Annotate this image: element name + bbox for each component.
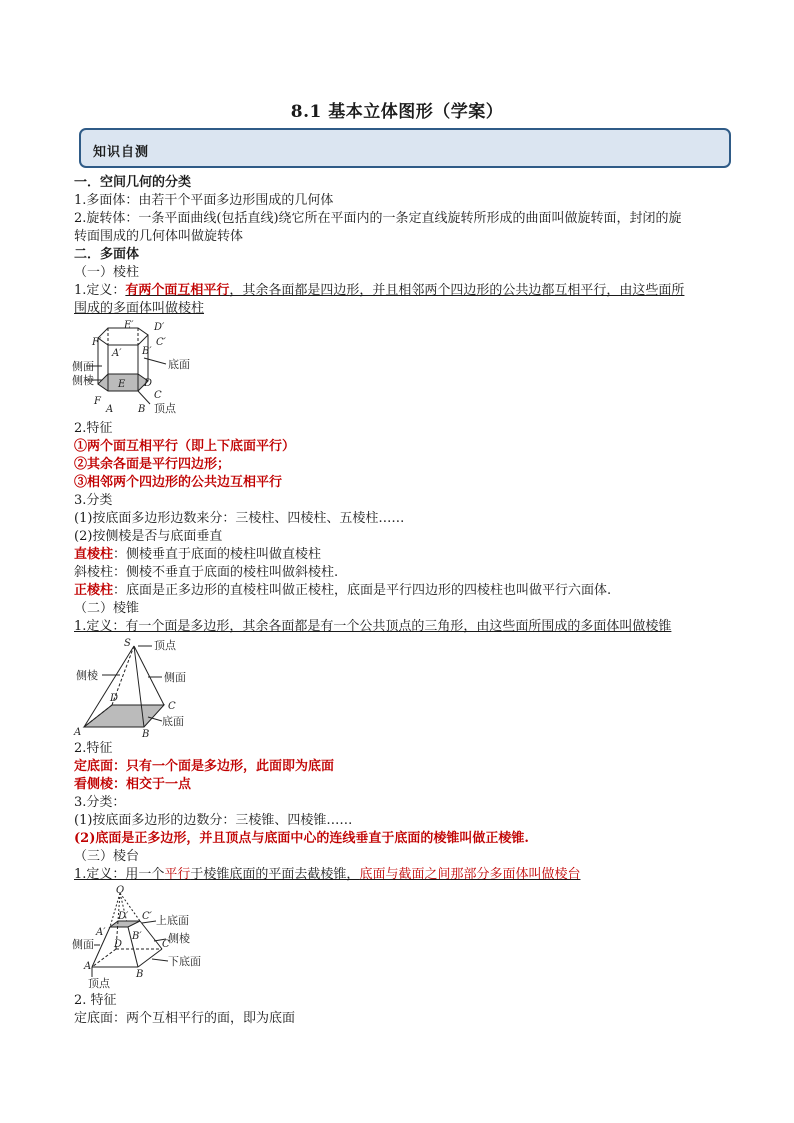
svg-text:下底面: 下底面	[168, 955, 201, 968]
svg-text:E: E	[118, 379, 126, 390]
svg-text:F: F	[94, 396, 101, 407]
prism-class-1: (1)按底面多边形边数来分：三棱柱、四棱柱、五棱柱……	[74, 511, 405, 526]
svg-text:C: C	[168, 701, 176, 712]
prism-classification-title: 3.分类	[74, 493, 113, 508]
svg-text:A′: A′	[96, 927, 106, 938]
svg-text:D′: D′	[118, 911, 129, 922]
prism-definition-line1: 1.定义：有两个面互相平行，其余各面都是四边形，并且相邻两个四边形的公共边都互相平行，由这些面所	[74, 283, 685, 298]
pyramid-features-title: 2.特征	[74, 741, 113, 756]
svg-text:顶点: 顶点	[154, 639, 176, 652]
prism-feature-3: ③相邻两个四边形的公共边互相平行	[74, 475, 283, 490]
svg-text:E′: E′	[124, 320, 134, 331]
svg-text:底面: 底面	[162, 715, 184, 728]
svg-text:侧棱: 侧棱	[72, 374, 94, 387]
svg-text:A′: A′	[112, 348, 122, 359]
pyramid-classification-title: 3.分类：	[74, 795, 126, 810]
svg-text:底面: 底面	[168, 358, 190, 371]
oblique-prism-definition: 斜棱柱：侧棱不垂直于底面的棱柱叫做斜棱柱.	[74, 565, 339, 580]
pyramid-figure	[72, 637, 202, 739]
svg-text:S: S	[124, 638, 131, 649]
subheading-frustum: （三）棱台	[74, 849, 140, 864]
svg-text:B: B	[138, 404, 146, 415]
svg-text:D: D	[114, 939, 123, 950]
prism-definition-line2: 围成的多面体叫做棱柱	[74, 301, 205, 316]
svg-text:侧棱: 侧棱	[168, 932, 190, 945]
frustum-features-title: 2. 特征	[74, 993, 117, 1008]
svg-text:侧面: 侧面	[72, 938, 94, 951]
heading-classification: 一．空间几何的分类	[74, 175, 192, 190]
svg-text:B′: B′	[142, 346, 152, 357]
regular-prism-definition: 正棱柱：底面是正多边形的直棱柱叫做正棱柱，底面是平行四边形的四棱柱也叫做平行六面体.	[74, 583, 612, 598]
pyramid-feature-1: 定底面：只有一个面是多边形，此面即为底面	[74, 759, 335, 774]
prism-figure	[72, 318, 212, 418]
svg-text:C′: C′	[156, 337, 166, 348]
pyramid-feature-2: 看侧棱：相交于一点	[74, 777, 192, 792]
svg-text:顶点: 顶点	[88, 977, 110, 989]
frustum-figure	[72, 885, 202, 989]
frustum-definition: 1.定义：用一个平行于棱锥底面的平面去截棱锥，底面与截面之间那部分多面体叫做棱台	[74, 867, 581, 882]
svg-text:F′: F′	[92, 337, 102, 348]
polyhedron-definition: 1.多面体：由若干个平面多边形围成的几何体	[74, 193, 334, 208]
svg-text:B: B	[136, 969, 144, 980]
svg-text:顶点: 顶点	[154, 402, 176, 415]
svg-text:侧面: 侧面	[72, 360, 94, 373]
subheading-pyramid: （二）棱锥	[74, 601, 140, 616]
svg-text:O: O	[116, 885, 125, 896]
prism-feature-2: ②其余各面是平行四边形；	[74, 457, 231, 472]
svg-text:C′: C′	[142, 911, 152, 922]
heading-polyhedron: 二．多面体	[74, 247, 140, 262]
svg-text:侧面: 侧面	[164, 671, 186, 684]
prism-features-title: 2.特征	[74, 421, 113, 436]
svg-text:侧棱: 侧棱	[76, 669, 98, 682]
solid-of-revolution-line1: 2.旋转体：一条平面曲线(包括直线)绕它所在平面内的一条定直线旋转所形成的曲面叫做旋转面，封闭的旋	[74, 211, 682, 226]
pyramid-class-1: (1)按底面多边形的边数分：三棱锥、四棱锥……	[74, 813, 353, 828]
svg-text:A: A	[74, 727, 82, 738]
right-prism-definition: 直棱柱：侧棱垂直于底面的棱柱叫做直棱柱	[74, 547, 322, 562]
prism-feature-1: ①两个面互相平行（即上下底面平行）	[74, 439, 296, 454]
pyramid-class-2: (2)底面是正多边形，并且顶点与底面中心的连线垂直于底面的棱锥叫做正棱锥.	[74, 831, 529, 846]
svg-text:D′: D′	[154, 322, 165, 333]
svg-text:D: D	[144, 378, 153, 389]
svg-text:C: C	[154, 390, 162, 401]
svg-text:B′: B′	[132, 931, 142, 942]
svg-text:B: B	[142, 729, 150, 739]
subheading-prism: （一）棱柱	[74, 265, 140, 280]
svg-text:A: A	[84, 961, 92, 972]
solid-of-revolution-line2: 转面围成的几何体叫做旋转体	[74, 229, 244, 244]
page-title: 8.1 基本立体图形（学案）	[290, 102, 504, 122]
pyramid-definition: 1.定义：有一个面是多边形，其余各面都是有一个公共顶点的三角形，由这些面所围成的多面体叫做棱锥	[74, 619, 672, 634]
frustum-feature-1: 定底面：两个互相平行的面，即为底面	[74, 1011, 296, 1026]
svg-text:C: C	[162, 939, 170, 950]
banner-label: 知识自测	[93, 145, 150, 160]
svg-text:A: A	[106, 404, 114, 415]
prism-class-2: (2)按侧棱是否与底面垂直	[74, 529, 223, 544]
svg-text:上底面: 上底面	[156, 914, 189, 927]
section-banner	[79, 128, 731, 168]
svg-text:D: D	[110, 693, 119, 704]
